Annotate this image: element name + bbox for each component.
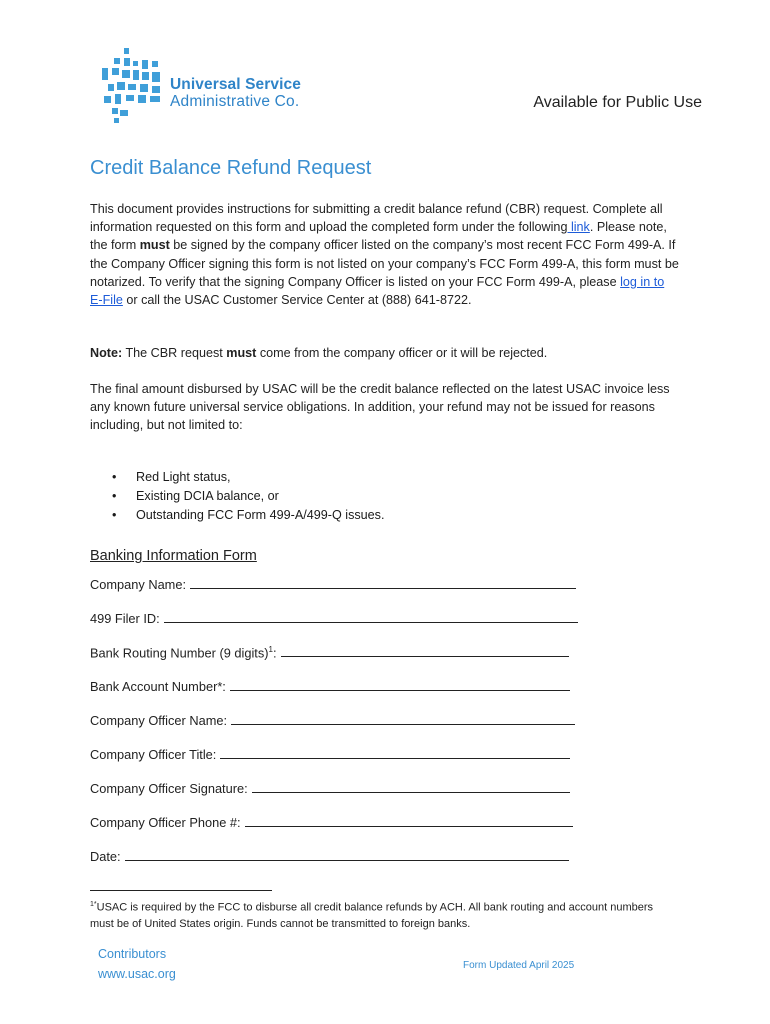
filer-id-label: 499 Filer ID: [90, 611, 160, 626]
company-name-label: Company Name: [90, 577, 187, 592]
intro-text-2: . Please note, the form [90, 220, 667, 253]
note-text-2: come from the company officer or it will be rejected. [256, 346, 548, 360]
routing-number-input-line[interactable] [281, 646, 569, 657]
note-must: must [226, 346, 257, 360]
list-item [108, 506, 384, 525]
list-item [108, 468, 384, 487]
account-number-field [90, 679, 570, 694]
officer-signature-field [90, 781, 570, 796]
availability-label: Available for Public Use [533, 94, 702, 111]
note-label: Note: [90, 346, 123, 360]
date-field [90, 849, 569, 864]
officer-name-field [90, 713, 575, 728]
officer-phone-field [90, 815, 573, 830]
footnote-marker: 1* [90, 901, 97, 908]
officer-title-label: Company Officer Title: [90, 747, 217, 762]
rejection-reasons-list [108, 468, 384, 525]
officer-signature-input-line[interactable] [252, 782, 570, 793]
intro-must: must [139, 238, 170, 253]
account-number-input-line[interactable] [230, 680, 570, 691]
page-title: Credit Balance Refund Request [90, 157, 372, 179]
form-updated-label: Form Updated April 2025 [463, 960, 575, 971]
bullet-icon: • [112, 489, 117, 503]
footnote [90, 897, 670, 932]
officer-title-input-line[interactable] [220, 748, 570, 759]
officer-signature-label: Company Officer Signature: [90, 781, 248, 796]
officer-phone-label: Company Officer Phone #: [90, 815, 241, 830]
account-number-label: Bank Account Number*: [90, 679, 226, 694]
usac-logo-text [170, 76, 301, 110]
footer-website[interactable]: www.usac.org [98, 967, 176, 981]
intro-text-1: This document provides instructions for submitting a credit balance refund (CBR) request. Complete all information requested on this form and upload the completed form under the following [90, 202, 663, 235]
routing-footnote-marker: 1 [268, 645, 273, 654]
routing-number-field [90, 645, 569, 660]
officer-title-field [90, 747, 570, 762]
officer-name-input-line[interactable] [231, 714, 575, 725]
usac-logo [100, 48, 340, 124]
filer-id-input-line[interactable] [164, 612, 578, 623]
company-name-field [90, 577, 576, 592]
note-text-1: The CBR request [122, 346, 227, 360]
banking-form-heading: Banking Information Form [90, 548, 257, 564]
footer-contributors-label: Contributors [98, 947, 167, 961]
logo-line-1: Universal Service [170, 76, 301, 93]
date-input-line[interactable] [125, 850, 569, 861]
officer-phone-input-line[interactable] [245, 816, 573, 827]
list-item [108, 487, 384, 506]
bullet-icon: • [112, 508, 117, 522]
officer-name-label: Company Officer Name: [90, 713, 228, 728]
efile-login-link[interactable]: log in to E-File [90, 274, 665, 308]
bullet-icon: • [112, 470, 117, 484]
footer-contributors [98, 944, 176, 984]
final-amount-paragraph: The final amount disbursed by USAC will be the credit balance reflected on the latest USAC invoice less any known future universal service obligations. In addition, your refund may not be issued for reasons including, but not limited to: [90, 382, 670, 433]
list-item-text: Existing DCIA balance, or [136, 489, 279, 503]
date-label: Date: [90, 849, 121, 864]
list-item-text: Outstanding FCC Form 499-A/499-Q issues. [136, 508, 385, 522]
intro-text-3: be signed by the company officer listed on the company’s most recent FCC Form 499-A. If the Company Officer signing this form is not listed on your company’s FCC Form 499-A, this form must be notarized. To verify that the signing Company Officer is listed on your FCC Form 499-A, please [90, 238, 679, 289]
usac-logo-grid-icon [100, 48, 162, 124]
footnote-text: USAC is required by the FCC to disburse all credit balance refunds by ACH. All bank routing and account numbers must be of United States origin. Funds cannot be transmitted to foreign banks. [90, 901, 654, 930]
routing-number-label: Bank Routing Number (9 digits) [90, 645, 269, 661]
logo-line-2: Administrative Co. [170, 93, 300, 110]
intro-text-4: or call the USAC Customer Service Center at (888) 641-8722. [122, 293, 472, 308]
note-paragraph [90, 344, 680, 362]
company-name-input-line[interactable] [190, 578, 576, 589]
footnote-divider [90, 890, 272, 891]
filer-id-field [90, 611, 578, 626]
upload-link[interactable]: link [567, 220, 590, 235]
intro-paragraph [90, 200, 680, 309]
list-item-text: Red Light status, [136, 470, 231, 484]
routing-colon: : [272, 645, 277, 661]
